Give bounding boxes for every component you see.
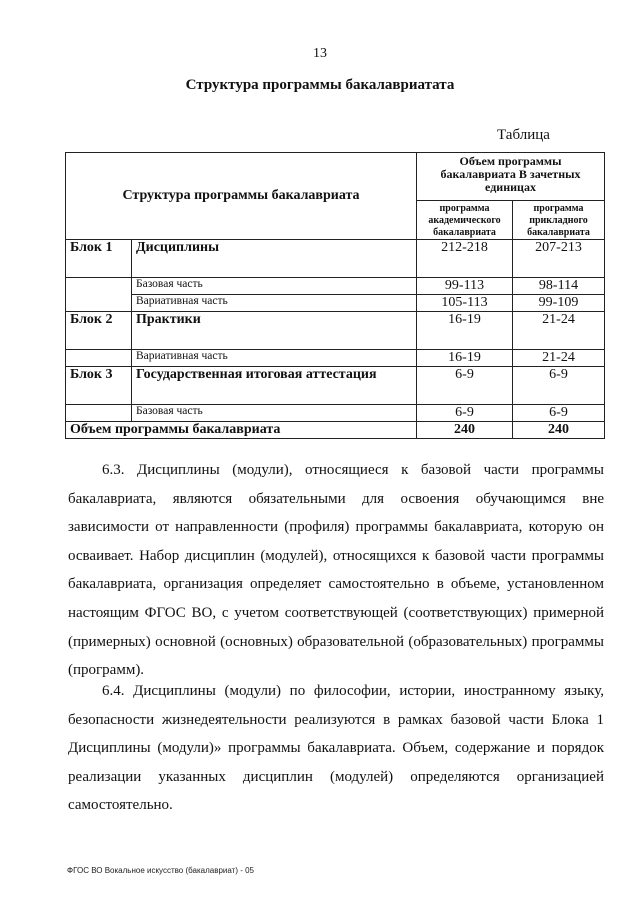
paragraph-6-4 (68, 677, 604, 820)
applied-value: 207-213 (513, 240, 605, 278)
applied-value: 21-24 (513, 350, 605, 367)
total-label: Объем программы бакалавриата (66, 422, 417, 439)
applied-value: 6-9 (513, 367, 605, 405)
document-footer: ФГОС ВО Вокальное искусство (бакалавриат) - 05 (67, 866, 254, 875)
paragraph-text: 6.4. Дисциплины (модули) по философии, истории, иностранному языку, безопасности жизнедеятельности реализуются в рамках базовой части Блока 1 Дисциплины (модули)» программы бакалавриата. Объем, содержание и порядок реализации указанных дисциплин (модулей) определяются организацией самостоятельно. (68, 683, 604, 814)
table-header-row (66, 153, 605, 201)
page-title: Структура программы бакалавриатата (185, 77, 455, 93)
academic-value: 99-113 (417, 278, 513, 295)
table-row (66, 295, 605, 312)
total-applied: 240 (513, 422, 605, 439)
table-label: Таблица (497, 127, 550, 143)
block-id: Блок 3 (66, 367, 132, 405)
applied-value: 99-109 (513, 295, 605, 312)
sub-part-name: Вариативная часть (132, 295, 417, 312)
header-structure: Структура программы бакалавриата (66, 153, 417, 240)
sub-part-name: Базовая часть (132, 278, 417, 295)
academic-value: 6-9 (417, 405, 513, 422)
table-row (66, 312, 605, 350)
academic-value: 212-218 (417, 240, 513, 278)
program-structure-table (65, 152, 605, 439)
header-academic: программа академического бакалавриата (417, 201, 513, 240)
header-applied: программа прикладного бакалавриата (513, 201, 605, 240)
academic-value: 16-19 (417, 350, 513, 367)
block-name: Государственная итоговая аттестация (132, 367, 417, 405)
table-row (66, 350, 605, 367)
applied-value: 21-24 (513, 312, 605, 350)
table-row (66, 367, 605, 405)
paragraph-text: 6.3. Дисциплины (модули), относящиеся к базовой части программы бакалавриата, являются обязательными для освоения обучающимся вне зависимости от направленности (профиля) программы бакалавриата, которую он осваивает. Набор дисциплин (модулей), относящихся к базовой части программы бакалавриата, организация определяет самостоятельно в объеме, установленном настоящим ФГОС ВО, с учетом соответствующей (соответствующих) примерной (примерных) основной (основных) образовательной (образовательных) программы (программ). (68, 462, 604, 679)
page-number: 13 (313, 46, 327, 61)
total-row (66, 422, 605, 439)
table-row (66, 278, 605, 295)
applied-value: 98-114 (513, 278, 605, 295)
header-volume: Объем программы бакалавриата В зачетных единицах (417, 153, 605, 201)
block-name: Практики (132, 312, 417, 350)
table-row (66, 240, 605, 278)
academic-value: 6-9 (417, 367, 513, 405)
block-name: Дисциплины (132, 240, 417, 278)
block-id: Блок 2 (66, 312, 132, 350)
empty-cell (66, 350, 132, 367)
paragraph-6-3 (68, 456, 604, 685)
sub-part-name: Вариативная часть (132, 350, 417, 367)
sub-part-name: Базовая часть (132, 405, 417, 422)
empty-cell (66, 278, 132, 312)
block-id: Блок 1 (66, 240, 132, 278)
applied-value: 6-9 (513, 405, 605, 422)
academic-value: 16-19 (417, 312, 513, 350)
academic-value: 105-113 (417, 295, 513, 312)
total-academic: 240 (417, 422, 513, 439)
empty-cell (66, 405, 132, 422)
table-row (66, 405, 605, 422)
